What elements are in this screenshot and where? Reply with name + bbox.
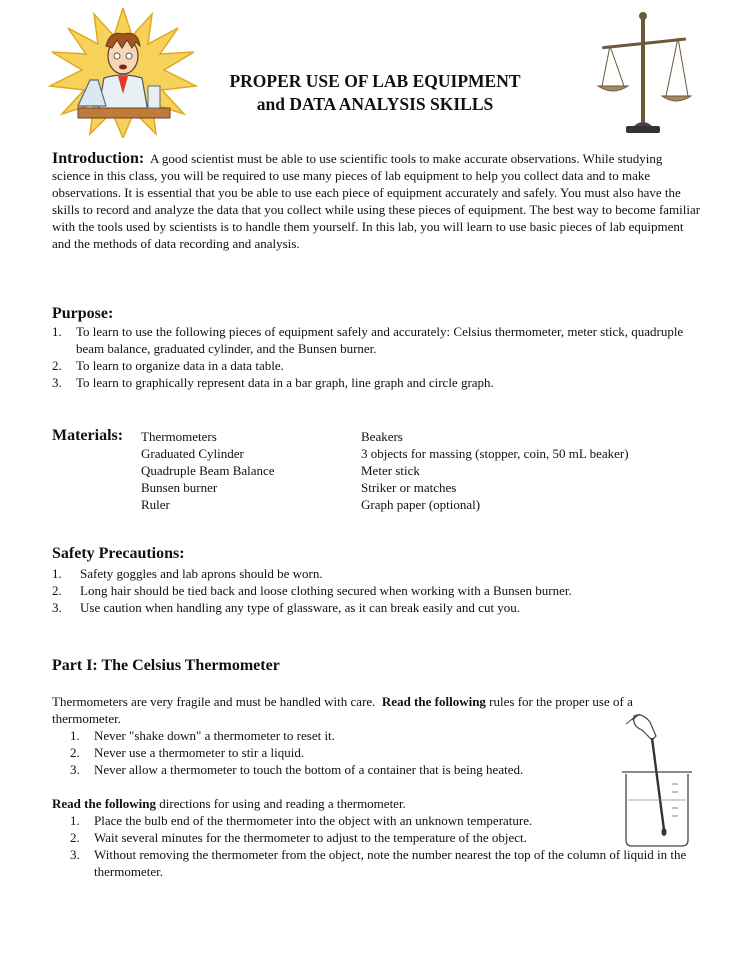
item-text: Never use a thermometer to stir a liquid. <box>94 745 305 760</box>
item-text: To learn to organize data in a data table. <box>76 358 284 373</box>
material-item: Quadruple Beam Balance <box>141 463 275 478</box>
item-number: 2. <box>70 830 80 845</box>
list-item <box>52 323 702 357</box>
purpose-heading: Purpose: <box>52 305 114 322</box>
item-text: Never "shake down" a thermometer to reset it. <box>94 728 335 743</box>
directions-intro-after: directions for using and reading a thermometer. <box>159 796 406 811</box>
material-item: Ruler <box>141 497 170 512</box>
directions-intro-bold: Read the following <box>52 796 156 811</box>
material-item: Thermometers <box>141 429 217 444</box>
item-text: Long hair should be tied back and loose clothing secured when working with a Bunsen burner. <box>80 583 572 598</box>
list-item <box>70 829 700 846</box>
material-item: Striker or matches <box>361 480 457 495</box>
item-number: 3. <box>52 375 62 390</box>
list-item <box>70 744 630 761</box>
material-item: Graph paper (optional) <box>361 497 481 512</box>
list-item <box>52 565 702 582</box>
material-item: Meter stick <box>361 463 420 478</box>
item-text: Never allow a thermometer to touch the bottom of a container that is being heated. <box>94 762 524 777</box>
balance-scale-illustration <box>596 8 692 138</box>
directions-intro <box>52 795 702 812</box>
title-line-2: and DATA ANALYSIS SKILLS <box>256 94 494 114</box>
part1-intro <box>52 693 702 727</box>
item-number: 1. <box>70 813 80 828</box>
item-number: 1. <box>52 566 62 581</box>
document-title <box>175 70 575 116</box>
item-number: 3. <box>70 847 80 862</box>
introduction-section <box>52 150 702 252</box>
item-number: 1. <box>52 324 62 339</box>
part1-intro-after: rules for the proper use of a thermometer. <box>52 694 633 726</box>
part1-intro-before: Thermometers are very fragile and must be handled with care. <box>52 694 376 709</box>
materials-column-2 <box>361 428 701 513</box>
item-number: 3. <box>52 600 62 615</box>
material-item: Beakers <box>361 429 403 444</box>
purpose-list <box>52 323 702 391</box>
list-item <box>52 374 702 391</box>
list-item <box>52 599 702 616</box>
safety-list <box>52 565 702 616</box>
safety-heading: Safety Precautions: <box>52 545 185 562</box>
item-text: Use caution when handling any type of glassware, as it can break easily and cut you. <box>80 600 521 615</box>
thermometer-directions-list <box>70 812 700 880</box>
materials-column-1 <box>141 428 341 513</box>
item-number: 1. <box>70 728 80 743</box>
list-item <box>52 357 702 374</box>
introduction-text: A good scientist must be able to use scientific tools to make accurate observations. While studying science in this class, you will be required to use many pieces of lab equipment to help you collect data and to make observations. It is essential that you be able to use each piece of equipment accurately and safely. You must also have the skills to record and analyze the data that you collect while using these pieces of equipment. The best way to become familiar with the tools used by scientists is to handle them yourself. In this lab, you will learn to use basic pieces of lab equipment and the methods of data recording and analysis. <box>52 151 701 251</box>
item-text: Safety goggles and lab aprons should be worn. <box>80 566 323 581</box>
introduction-heading: Introduction: <box>52 150 145 167</box>
list-item <box>52 582 702 599</box>
item-text: Wait several minutes for the thermometer to adjust to the temperature of the object. <box>94 830 527 845</box>
item-text: Without removing the thermometer from the object, note the number nearest the top of the column of liquid in the thermometer. <box>94 847 687 879</box>
item-number: 2. <box>52 358 62 373</box>
item-text: Place the bulb end of the thermometer into the object with an unknown temperature. <box>94 813 533 828</box>
item-number: 2. <box>70 745 80 760</box>
list-item <box>70 846 700 880</box>
part1-heading: Part I: The Celsius Thermometer <box>52 657 280 674</box>
material-item: Graduated Cylinder <box>141 446 244 461</box>
materials-heading: Materials: <box>52 427 124 444</box>
list-item <box>70 812 700 829</box>
item-text: To learn to graphically represent data in a bar graph, line graph and circle graph. <box>76 375 494 390</box>
material-item: 3 objects for massing (stopper, coin, 50 mL beaker) <box>361 446 629 461</box>
thermometer-rules-list <box>70 727 630 778</box>
list-item <box>70 761 630 778</box>
part1-intro-bold: Read the following <box>381 694 486 709</box>
title-line-1: PROPER USE OF LAB EQUIPMENT <box>229 71 521 91</box>
item-text: To learn to use the following pieces of equipment safely and accurately: Celsius thermometer, meter stick, quadruple beam balance, graduated cylinder, and the Bunsen burner. <box>76 324 684 356</box>
list-item <box>70 727 630 744</box>
item-number: 3. <box>70 762 80 777</box>
item-number: 2. <box>52 583 62 598</box>
material-item: Bunsen burner <box>141 480 218 495</box>
